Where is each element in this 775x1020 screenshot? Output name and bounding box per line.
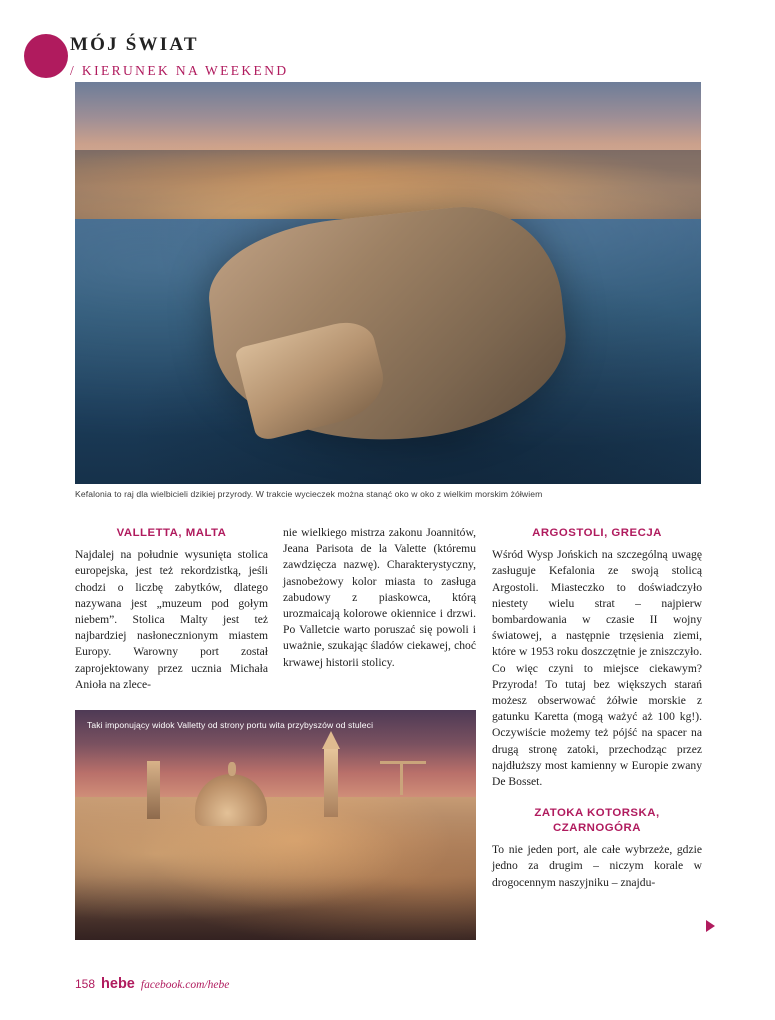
- page-header: [0, 18, 775, 88]
- column-left: [75, 525, 268, 693]
- social-link[interactable]: facebook.com/hebe: [140, 979, 230, 991]
- page-subtitle: / KIERUNEK NA WEEKEND: [70, 63, 289, 78]
- triangle-right-icon[interactable]: [706, 920, 715, 932]
- column-middle-body: nie wielkiego mistrza zakonu Joannitów, Jeana Parisota de la Valette (któremu zawdzięcza nazwę). Charakterystyczny, jasnobeżowy kolor miasta to zasługa zabudowy z piaskowca, którą urozmaicają kolorowe okiennice i drzwi. Po Valletcie warto poruszać się powoli i uważnie, szukając śladów ciekawej, choć krwawej historii stolicy.: [283, 526, 476, 669]
- brand-logo: hebe: [101, 976, 135, 992]
- column-right-body-kotor: To nie jeden port, ale całe wybrzeże, gdzie jedno za drugim – niczym korale w drogocennym naszyjniku – znajdu-: [492, 843, 702, 889]
- section-heading-kotor: ZATOKA KOTORSKA, CZARNOGÓRA: [534, 807, 660, 835]
- page-number: 158: [75, 977, 96, 991]
- valletta-image: [75, 710, 476, 940]
- valletta-cityscape: [75, 797, 476, 940]
- valletta-caption: Taki imponujący widok Valletty od strony portu wita przybyszów od stuleci: [87, 720, 374, 730]
- hero-image: [75, 82, 701, 484]
- page-footer: [75, 976, 229, 992]
- hero-caption: Kefalonia to raj dla wielbicieli dzikiej przyrody. W trakcie wycieczek można stanąć oko w oko z wielkim morskim żółwiem: [75, 489, 543, 499]
- page-title: MÓJ ŚWIAT: [70, 34, 199, 55]
- valletta-tower: [147, 761, 160, 819]
- section-heading-argostoli: ARGOSTOLI, GRECJA: [532, 527, 662, 539]
- circle-icon: [24, 34, 68, 78]
- valletta-spire: [324, 747, 338, 817]
- valletta-crane: [380, 761, 426, 764]
- hero-city-lights: [75, 138, 701, 210]
- section-heading-valletta: VALLETTA, MALTA: [116, 527, 227, 539]
- column-left-body: Najdalej na południe wysunięta stolica europejska, jest też rekordzistką, jeśli chodzi o liczbę zabytków, dlatego nazywana jest „muzeum pod gołym niebem”. Stolica Malty jest też najbardziej nasłonecznionym miastem Europy. Warowny port został zaprojektowany przez ucznia Michała Anioła na zlece-: [75, 548, 268, 691]
- column-right-body-argostoli: Wśród Wysp Jońskich na szczególną uwagę zasługuje Kefalonia ze swoją stolicą Argostoli. Miasteczko to doświadczyło niestety wielu strat – najpierw bombardowania w czasie II wojny światowej, a następnie trzęsienia ziemi, które w 1953 roku doszczętnie je zniszczyło. Co więc czyni to miejsce ciekawym? Przyroda! To tutaj bez większych starań możesz obserwować żółwie morskie z gatunku Karetta (mogą ważyć aż 100 kg!). Oczywiście możemy też pójść na spacer na drugą stronę zatoki, przechodząc przez najdłuższy most kamienny w Europie zwany De Bosset.: [492, 548, 702, 789]
- column-middle: [283, 525, 476, 671]
- column-right: [492, 525, 702, 891]
